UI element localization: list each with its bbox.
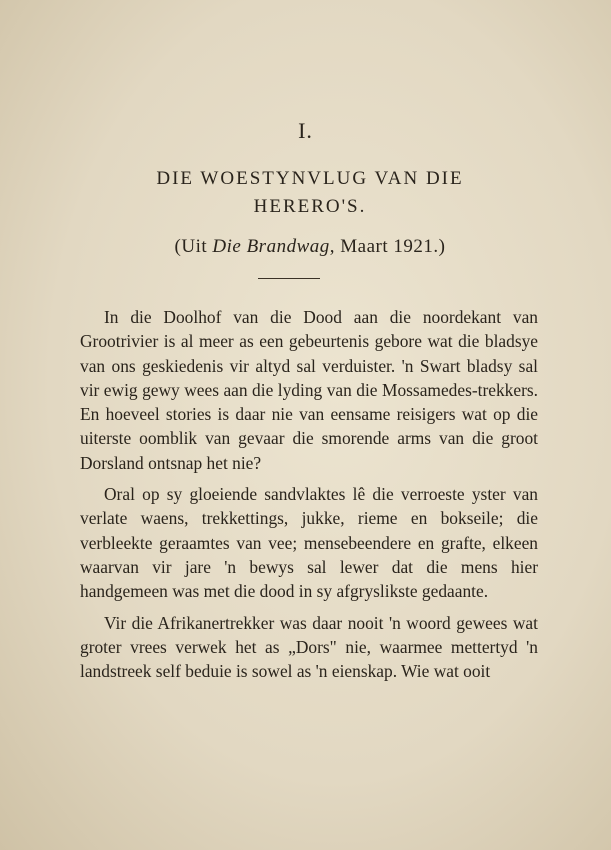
body-text <box>80 305 538 683</box>
section-divider <box>258 278 320 279</box>
chapter-number: I. <box>298 118 313 143</box>
source-citation <box>60 236 560 258</box>
source-publication: Die Brandwag <box>212 236 330 257</box>
paragraph-1: In die Doolhof van die Dood aan die noordekant van Grootrivier is al meer as een gebeurtenis gebore wat die bladsye van ons geskiedenis vir altyd sal verduister. 'n Swart bladsy sal vir ewig gewy wees aan die lyding van die Mossamedes-trekkers. En hoeveel stories is daar nie van eensame reisigers wat op die uiterste oomblik van gevaar die smorende arms van die groot Dorsland ontsnap het nie? <box>80 307 538 473</box>
source-open: (Uit <box>174 236 213 257</box>
chapter-title <box>60 165 560 221</box>
paragraph-3: Vir die Afrikanertrekker was daar nooit 'n woord gewees wat groter vrees verwek het as „Dors" nie, waarmee mettertyd 'n landstreek self beduie is sowel as 'n eienskap. Wie wat ooit <box>80 612 538 682</box>
chapter-title-line-2: HERERO'S. <box>253 196 367 217</box>
source-rest: , Maart 1921.) <box>329 236 446 257</box>
paragraph-2: Oral op sy gloeiende sandvlaktes lê die verroeste yster van verlate waens, trekkettings, jukke, rieme en bokseile; die verbleekte geraamtes van vee; mensebeendere en grafte, elkeen waarvan vir jare 'n bewys sal lewer dat die mens hier handgemeen was met die dood in sy afgryslikste gedaante. <box>80 484 538 602</box>
chapter-title-line-1: DIE WOESTYNVLUG VAN DIE <box>156 168 464 189</box>
